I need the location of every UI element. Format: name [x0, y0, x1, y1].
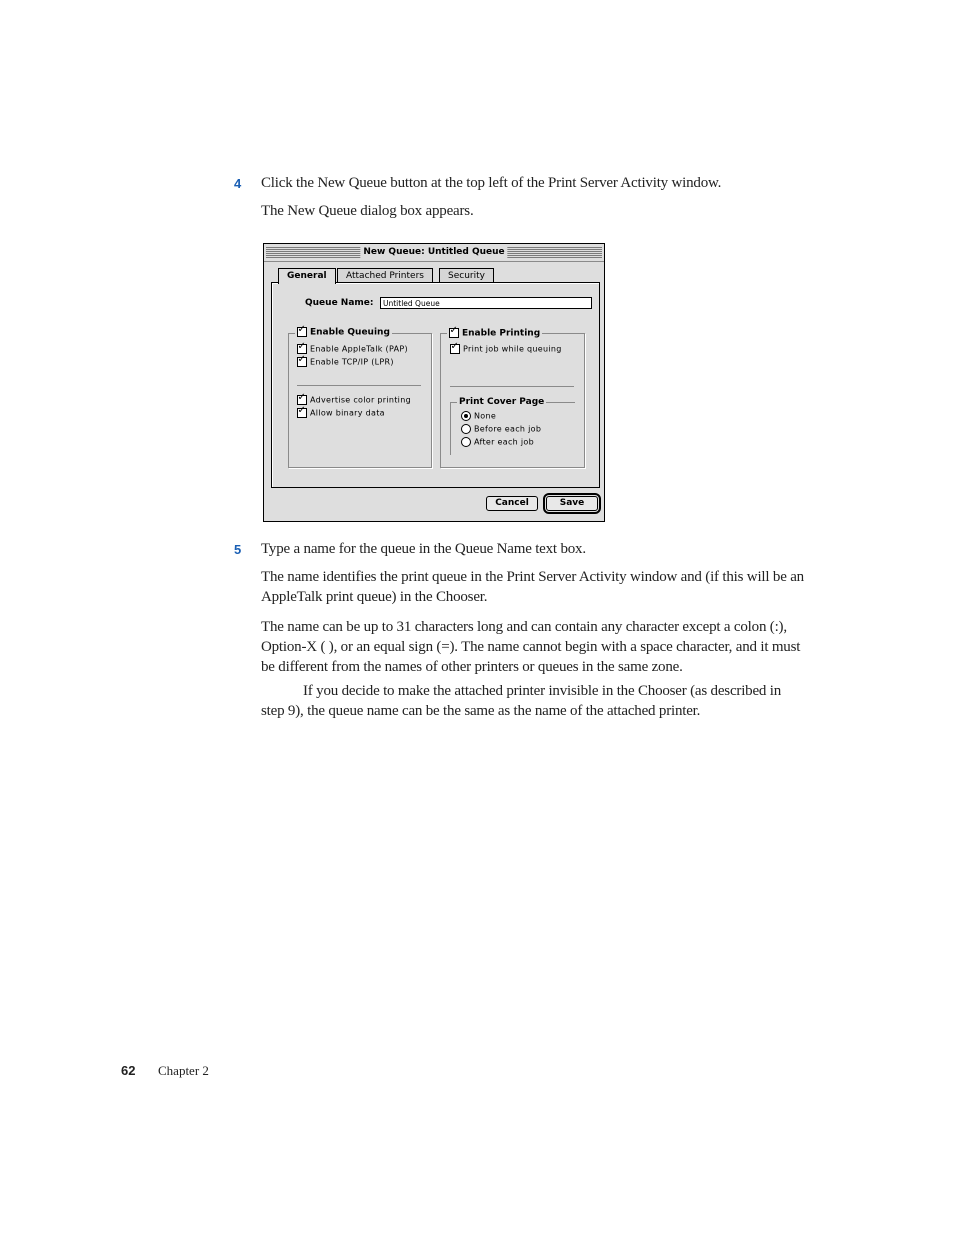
checkbox-icon[interactable]: [297, 357, 307, 367]
option-enable-tcpip[interactable]: [297, 357, 394, 367]
option-print-while-queuing[interactable]: [450, 344, 562, 354]
checkbox-icon[interactable]: [297, 327, 307, 337]
option-enable-appletalk[interactable]: [297, 344, 408, 354]
group-separator: [297, 385, 421, 386]
step-text: Click the New Queue button at the top left of the Print Server Activity window.: [261, 175, 722, 191]
option-advertise-color[interactable]: [297, 395, 411, 405]
checkbox-icon[interactable]: [449, 328, 459, 338]
paragraph: The name identifies the print queue in the Print Server Activity window and (if this will be an AppleTalk print queue) in the Chooser.: [261, 569, 804, 605]
chapter-label: Chapter 2: [158, 1063, 209, 1078]
radio-label: None: [474, 411, 497, 421]
group-separator: [450, 386, 574, 387]
cancel-button[interactable]: Cancel: [486, 496, 538, 511]
radio-label: Before each job: [474, 424, 542, 434]
general-panel: [271, 282, 600, 488]
page-number: 62: [121, 1063, 136, 1078]
step-followup: The New Queue dialog box appears.: [261, 203, 474, 219]
radio-selected-icon[interactable]: [461, 411, 471, 421]
option-label: Allow binary data: [310, 408, 385, 418]
radio-label: After each job: [474, 437, 534, 447]
paragraph: The name can be up to 31 characters long and can contain any character except a colon (:), Option-X ( ), or an equal sign (=). The name cannot begin with a space character, and it must be different from the names of other printers or queues in the same zone.: [261, 619, 801, 675]
paragraph: If you decide to make the attached printer invisible in the Chooser (as described in step 9), the queue name can be the same as the name of the attached printer.: [261, 683, 782, 719]
title-bar: [266, 246, 602, 259]
enable-printing-legend[interactable]: [447, 328, 542, 339]
option-allow-binary[interactable]: [297, 408, 385, 418]
option-label: Print job while queuing: [463, 344, 562, 354]
enable-queuing-label: Enable Queuing: [310, 327, 390, 338]
save-button[interactable]: Save: [546, 496, 598, 511]
title-separator: [264, 261, 604, 262]
radio-none[interactable]: [461, 411, 496, 421]
checkbox-icon[interactable]: [297, 395, 307, 405]
radio-icon[interactable]: [461, 437, 471, 447]
step-number: 5: [234, 542, 242, 557]
checkbox-icon[interactable]: [450, 344, 460, 354]
option-label: Enable TCP/IP (LPR): [310, 357, 394, 367]
cover-page-group: [450, 397, 575, 455]
step-text: Type a name for the queue in the Queue Name text box.: [261, 541, 586, 557]
queue-name-label: Queue Name:: [305, 298, 374, 308]
enable-queuing-group: [288, 327, 432, 468]
radio-icon[interactable]: [461, 424, 471, 434]
enable-printing-label: Enable Printing: [462, 328, 541, 339]
queue-name-input[interactable]: Untitled Queue: [380, 297, 592, 309]
dialog-title: New Queue: Untitled Queue: [360, 246, 507, 259]
checkbox-icon[interactable]: [297, 408, 307, 418]
enable-queuing-legend[interactable]: [295, 327, 392, 338]
cover-page-legend: Print Cover Page: [459, 397, 545, 407]
radio-before-each-job[interactable]: [461, 424, 541, 434]
tab-general[interactable]: General: [278, 268, 336, 284]
option-label: Enable AppleTalk (PAP): [310, 344, 408, 354]
new-queue-dialog: [263, 243, 605, 522]
step-number: 4: [234, 176, 242, 191]
tab-attached-printers[interactable]: Attached Printers: [337, 268, 433, 283]
tab-security[interactable]: Security: [439, 268, 494, 283]
option-label: Advertise color printing: [310, 395, 411, 405]
checkbox-icon[interactable]: [297, 344, 307, 354]
radio-after-each-job[interactable]: [461, 437, 534, 447]
enable-printing-group: [440, 328, 585, 468]
